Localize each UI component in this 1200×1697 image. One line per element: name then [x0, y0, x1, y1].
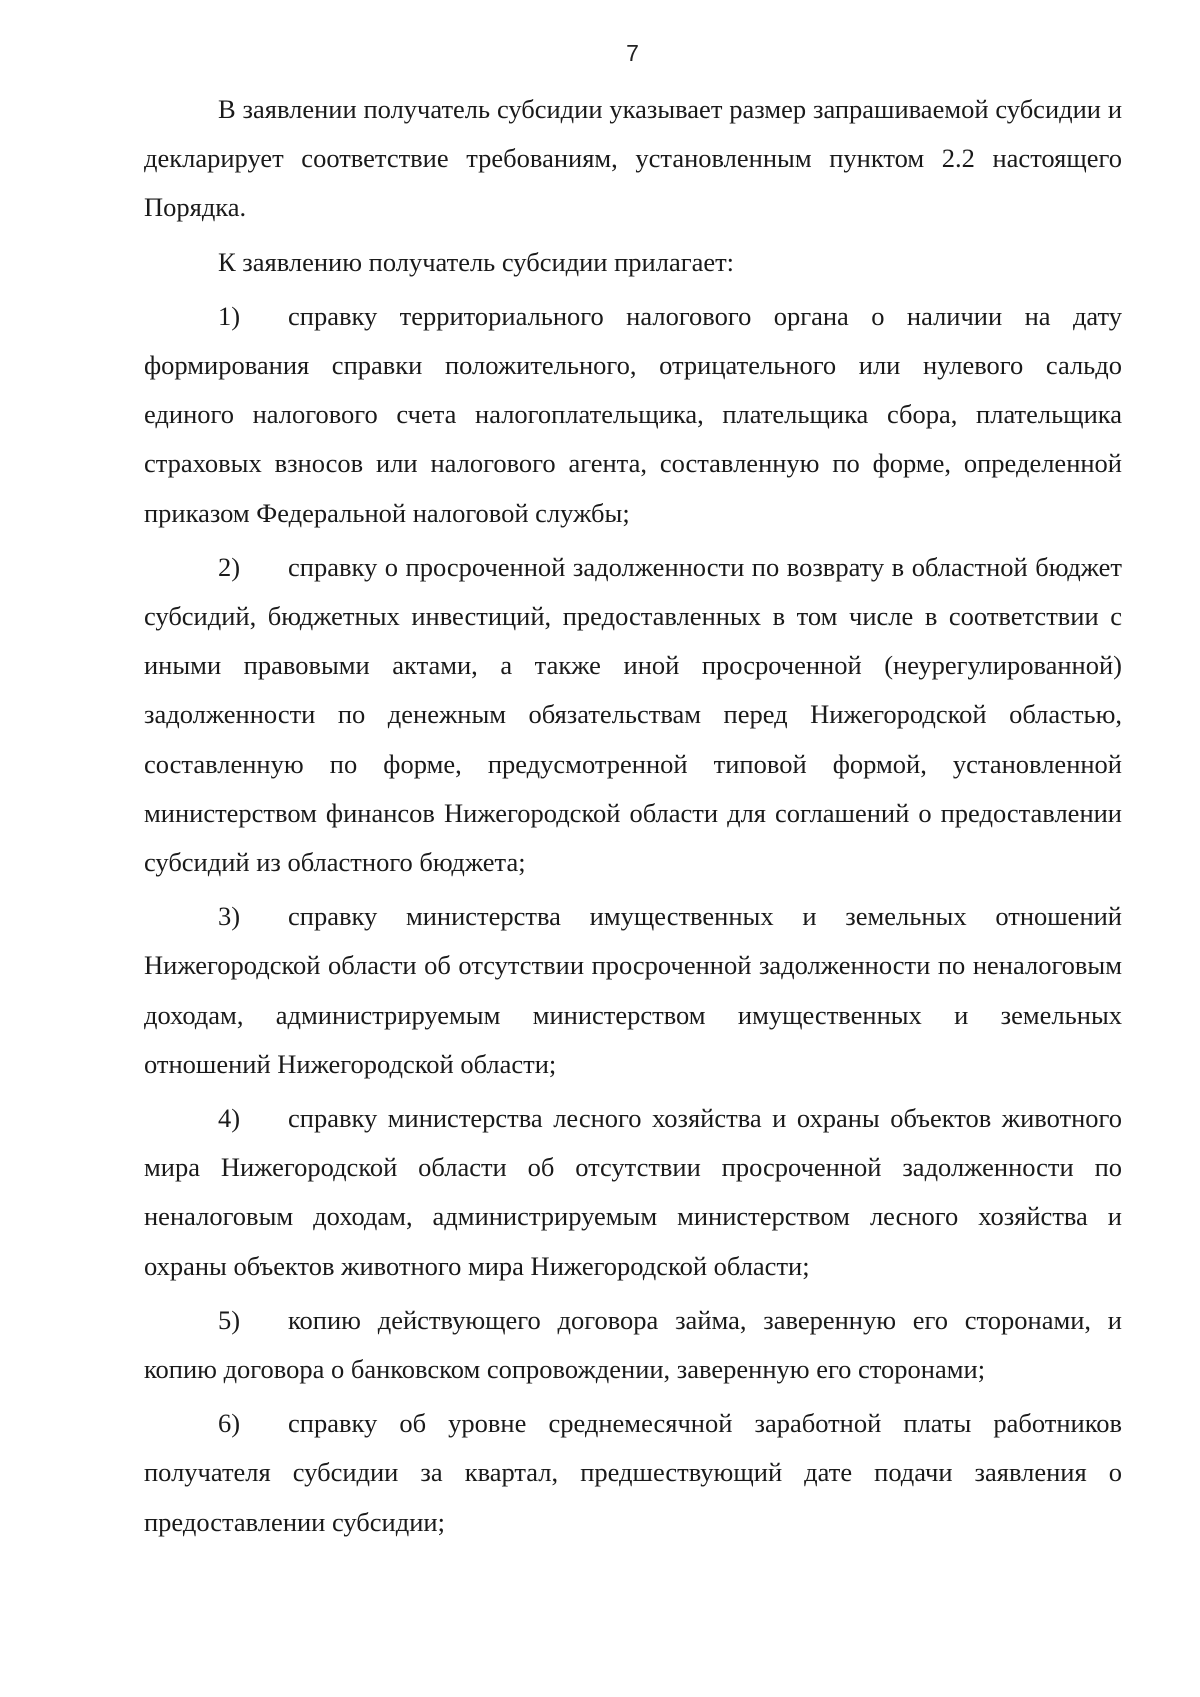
list-item-text: копию действующего договора займа, заверенную его сторонами, и копию договора о банковском сопровождении, заверенную его сторонами;	[144, 1304, 1122, 1385]
list-item	[144, 292, 1122, 538]
list-item	[144, 1094, 1122, 1291]
list-item-number: 4)	[218, 1103, 241, 1134]
list-item-number: 5)	[218, 1304, 241, 1335]
list-item	[144, 892, 1122, 1089]
list-item-text: справку министерства лесного хозяйства и охраны объектов животного мира Нижегородской области об отсутствии просроченной задолженности по неналоговым доходам, администрируемым министерством лесного хозяйства и охраны объектов животного мира Нижегородской области;	[144, 1103, 1122, 1281]
paragraph-application-content: В заявлении получатель субсидии указывает размер запрашиваемой субсидии и декларирует соответствие требованиям, установленным пунктом 2.2 настоящего Порядка.	[144, 94, 1122, 223]
list-item-number: 1)	[218, 300, 241, 331]
list-item-number: 6)	[218, 1408, 241, 1439]
paragraph-attachments-intro: К заявлению получатель субсидии прилагает:	[218, 246, 735, 277]
list-item-number: 3)	[218, 901, 241, 932]
list-item-text: справку территориального налогового органа о наличии на дату формирования справки положительного, отрицательного или нулевого сальдо единого налогового счета налогоплательщика, плательщика сбора, плательщика страховых взносов или налогового агента, составленную по форме, определенной приказом Федеральной налоговой службы;	[144, 300, 1122, 528]
list-item	[144, 1399, 1122, 1547]
list-item-text: справку об уровне среднемесячной заработной платы работников получателя субсидии за квартал, предшествующий дате подачи заявления о предоставлении субсидии;	[144, 1408, 1122, 1537]
list-item-text: справку министерства имущественных и земельных отношений Нижегородской области об отсутствии просроченной задолженности по неналоговым доходам, администрируемым министерством имущественных и земельных отношений Нижегородской области;	[144, 901, 1122, 1079]
list-item	[144, 1296, 1122, 1394]
page-number: 7	[626, 40, 639, 66]
document-body	[144, 85, 1122, 1552]
list-item	[144, 543, 1122, 887]
list-item-number: 2)	[218, 551, 241, 582]
list-item-text: справку о просроченной задолженности по возврату в областной бюджет субсидий, бюджетных инвестиций, предоставленных в том числе в соответствии с иными правовыми актами, а также иной просроченной (неурегулированной) задолженности по денежным обязательствам перед Нижегородской областью, составленную по форме, предусмотренной типовой формой, установленной министерством финансов Нижегородской области для соглашений о предоставлении субсидий из областного бюджета;	[144, 551, 1122, 878]
